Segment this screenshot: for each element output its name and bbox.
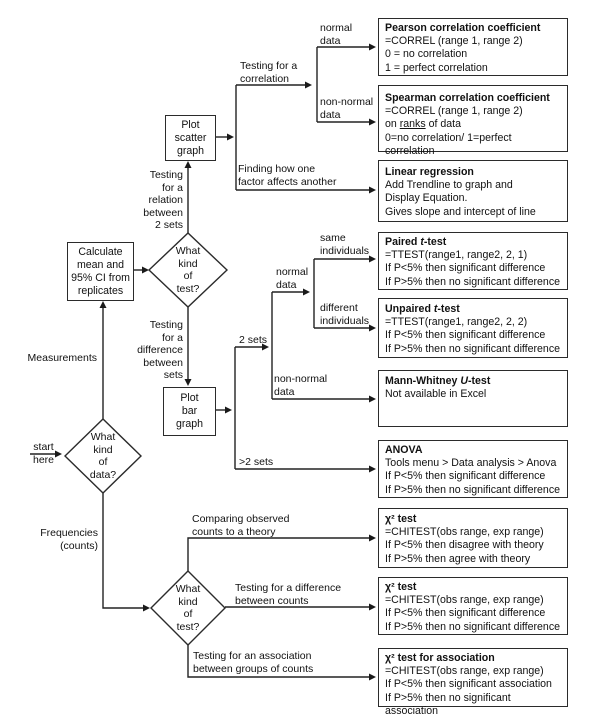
result-title: Linear regression	[385, 166, 474, 178]
process-calculate-mean-ci: Calculate mean and 95% CI from replicates	[67, 242, 134, 301]
label-more-than-2-sets: >2 sets	[239, 456, 274, 468]
label-comparing-observed: Comparing observed counts to a theory	[192, 513, 290, 538]
label-normal-data-mid: normal data	[276, 266, 309, 291]
result-spearman: Spearman correlation coefficient =CORREL (range 1, range 2) on ranks of data 0=no correlation/ 1=perfect correlation	[378, 85, 568, 152]
decision-text-test-top: What kind of test?	[175, 245, 201, 295]
label-same-individuals: same individuals	[320, 232, 370, 257]
label-testing-difference-sets: Testing for a difference between sets	[137, 319, 183, 381]
label-testing-relation-2-sets: Testing for a relation between 2 sets	[143, 169, 183, 231]
result-chi-squared-association: χ² test for association =CHITEST(obs range, exp range) If P<5% then significant association If P>5% then no significant association	[378, 648, 568, 707]
result-title: Paired t-test	[385, 236, 447, 248]
label-2-sets: 2 sets	[239, 334, 268, 346]
result-linear-regression: Linear regression Add Trendline to graph and Display Equation. Gives slope and intercept of line	[378, 160, 568, 222]
process-plot-bar-graph: Plot bar graph	[163, 387, 216, 436]
label-different-individuals: different individuals	[320, 302, 370, 327]
label-frequencies-counts: Frequencies (counts)	[40, 527, 98, 552]
label-nonnormal-data-top: non-normal data	[320, 96, 374, 121]
label-testing-correlation: Testing for a correlation	[240, 60, 298, 85]
result-title: χ² test for association	[385, 652, 495, 664]
result-title: χ² test	[385, 513, 417, 525]
start-here-label: start here	[32, 441, 54, 466]
result-pearson: Pearson correlation coefficient =CORREL (range 1, range 2) 0 = no correlation 1 = perfect correlation	[378, 18, 568, 76]
decision-text-test-bottom: What kind of test?	[175, 583, 201, 633]
label-nonnormal-data-mid: non-normal data	[274, 373, 328, 398]
result-unpaired-t-test: Unpaired t-test =TTEST(range1, range2, 2, 2) If P<5% then significant difference If P>5% then no significant difference	[378, 298, 568, 358]
label-normal-data-top: normal data	[320, 22, 353, 47]
result-title: ANOVA	[385, 444, 423, 456]
result-anova: ANOVA Tools menu > Data analysis > Anova If P<5% then significant difference If P>5% then no significant difference	[378, 440, 568, 498]
result-title: χ² test	[385, 581, 417, 593]
label-factor-affects: Finding how one factor affects another	[238, 163, 337, 188]
label-difference-counts: Testing for a difference between counts	[235, 582, 342, 607]
result-mann-whitney: Mann-Whitney U-test Not available in Excel	[378, 370, 568, 427]
process-plot-scatter-graph: Plot scatter graph	[165, 115, 216, 161]
result-title: Unpaired t-test	[385, 303, 460, 315]
result-title: Pearson correlation coefficient	[385, 22, 541, 34]
result-title: Mann-Whitney U-test	[385, 375, 491, 387]
label-association-counts: Testing for an association between groups of counts	[193, 650, 314, 675]
decision-text-data: What kind of data?	[89, 431, 117, 481]
result-paired-t-test: Paired t-test =TTEST(range1, range2, 2, 1) If P<5% then significant difference If P>5% then no significant difference	[378, 232, 568, 290]
label-measurements: Measurements	[27, 352, 97, 364]
result-chi-squared-theory: χ² test =CHITEST(obs range, exp range) If P<5% then disagree with theory If P>5% then agree with theory	[378, 508, 568, 568]
result-title: Spearman correlation coefficient	[385, 92, 550, 104]
result-chi-squared-difference: χ² test =CHITEST(obs range, exp range) If P<5% then significant difference If P>5% then no significant difference	[378, 577, 568, 635]
